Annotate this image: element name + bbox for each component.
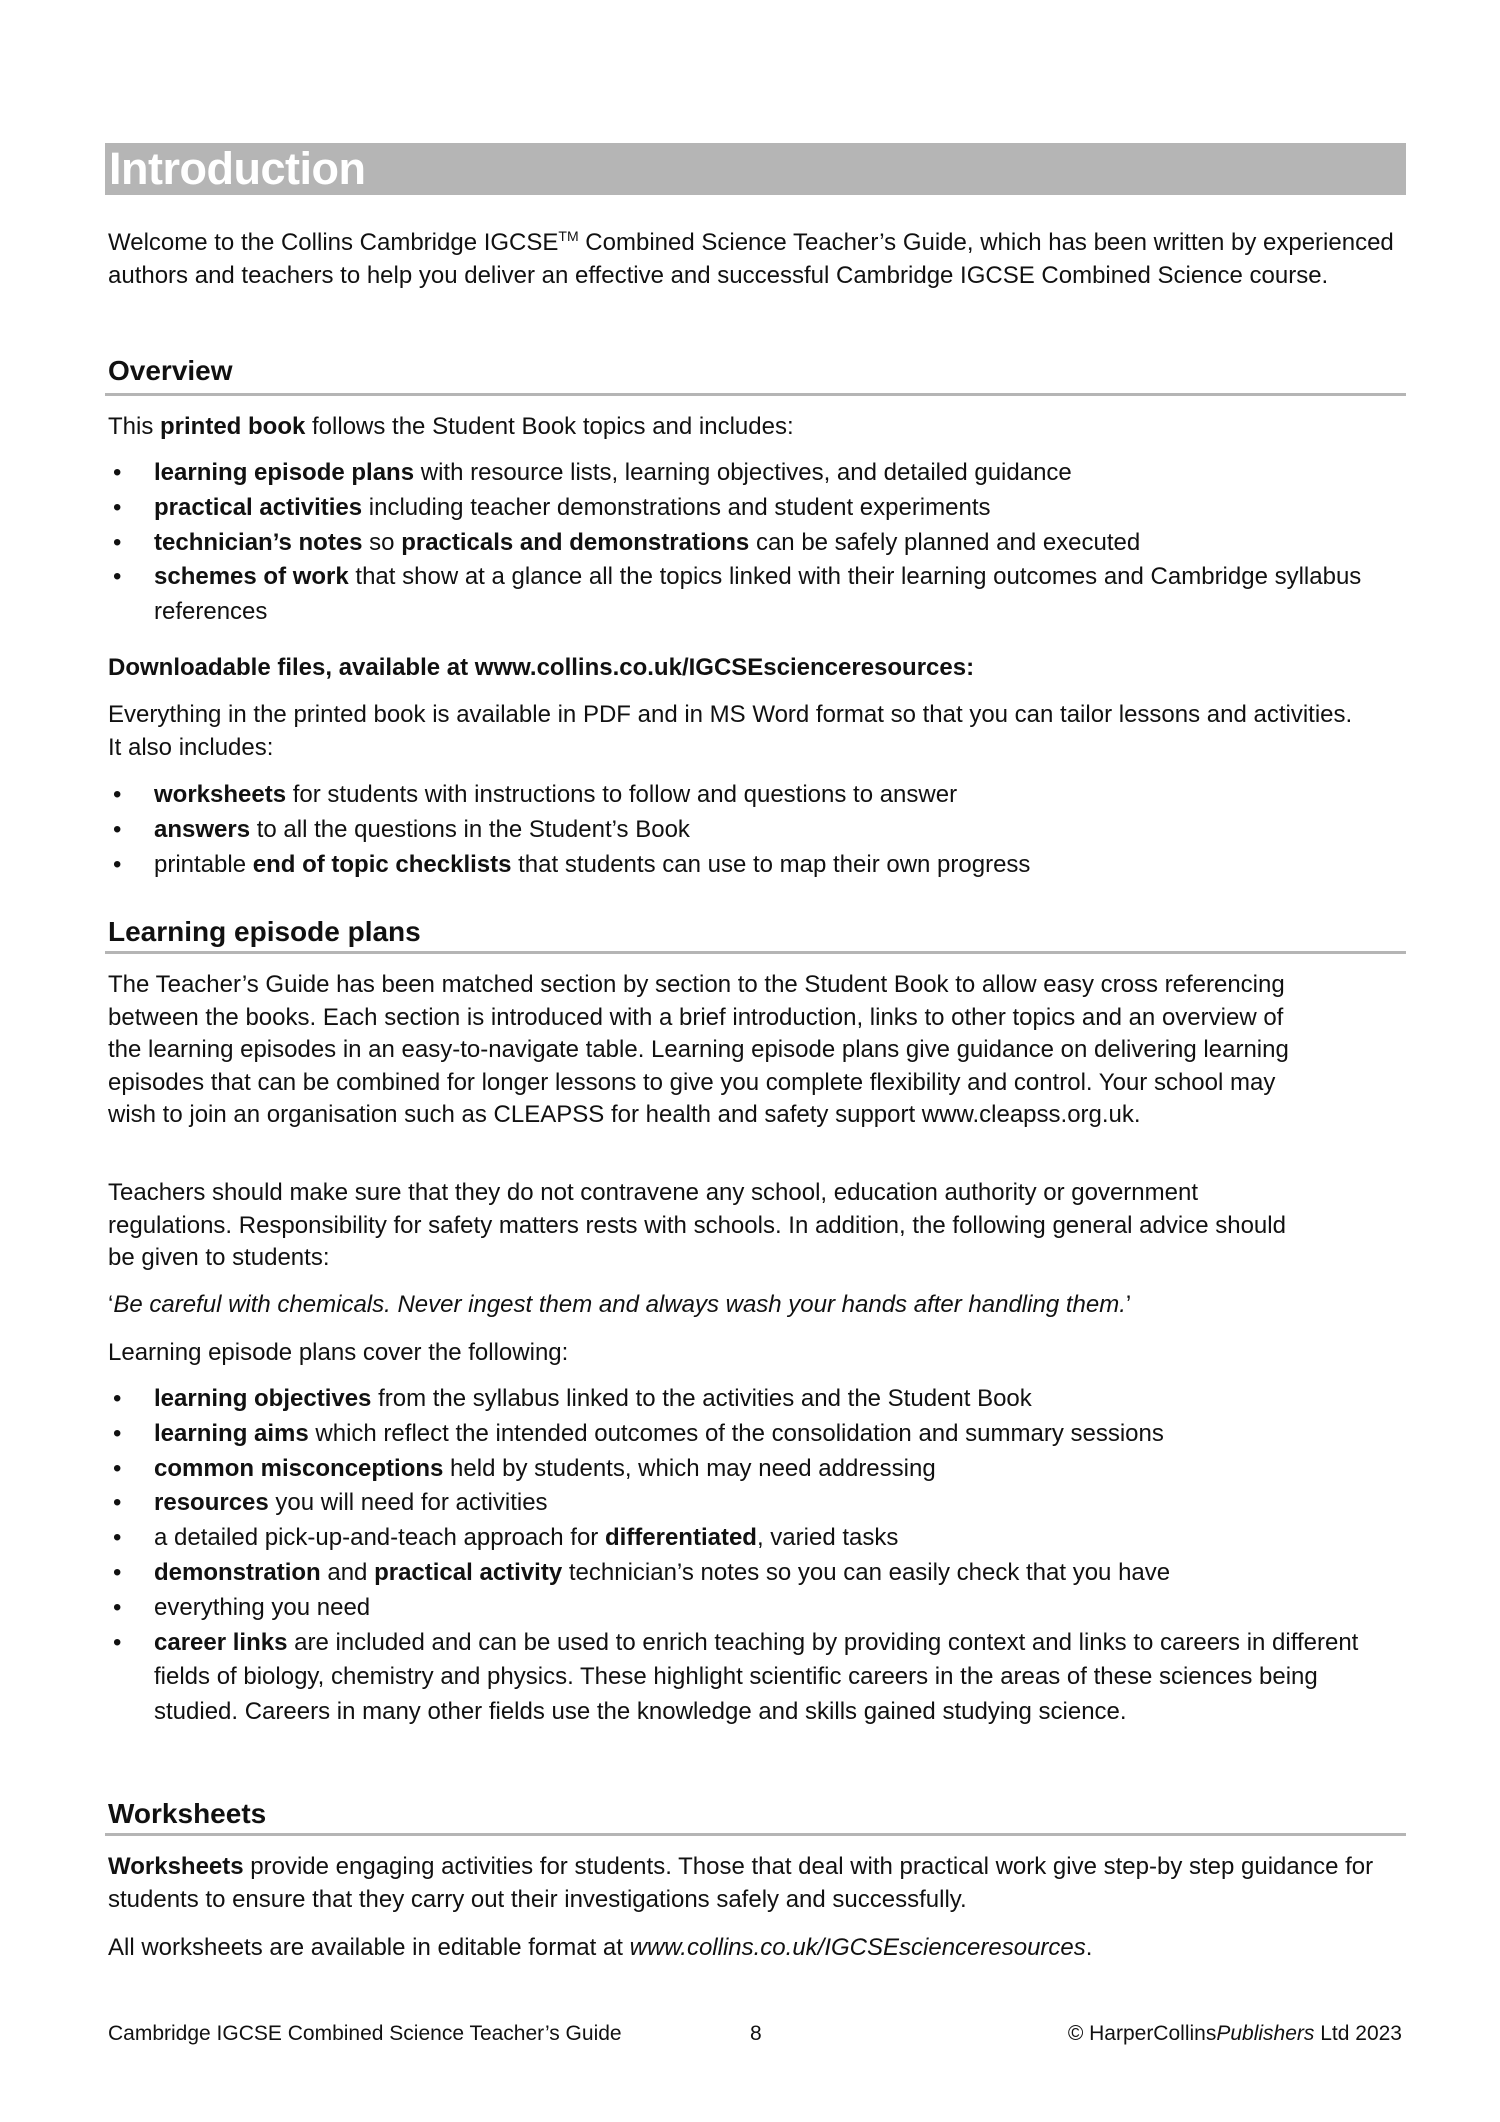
text: ’ xyxy=(1125,1291,1132,1318)
footer-copyright xyxy=(1068,2021,1402,2047)
intro-paragraph xyxy=(108,227,1408,292)
text: technician’s notes so you can easily check that you have xyxy=(562,1558,1171,1586)
list-item xyxy=(108,1626,1384,1730)
bold-text: worksheets xyxy=(154,781,287,808)
text: so xyxy=(362,528,402,556)
lep-heading: Learning episode plans xyxy=(108,916,421,947)
bold-text: common misconceptions xyxy=(154,1454,444,1482)
divider xyxy=(105,951,1406,954)
bold-text: schemes of work xyxy=(154,563,349,591)
text: TM xyxy=(558,228,579,244)
text: that students can use to map their own progress xyxy=(511,850,1031,878)
text: are included and can be used to enrich teaching by providing context and links to careers in different fields of biology, chemistry and physics. These highlight scientific careers in the areas of these sciences being studied. Careers in many other fields use the knowledge and skills gained studying science. xyxy=(154,1628,1359,1726)
bold-text: practical activity xyxy=(374,1558,563,1586)
text: held by students, which may need addressing xyxy=(443,1454,936,1482)
footer-page-number: 8 xyxy=(750,2022,762,2045)
lep-paragraph-1 xyxy=(108,969,1318,1132)
list-item xyxy=(108,526,1384,561)
divider xyxy=(105,1833,1406,1836)
bold-text: practical activities xyxy=(154,493,363,521)
text: with resource lists, learning objectives, and detailed guidance xyxy=(414,459,1072,486)
list-item xyxy=(108,813,1384,848)
text: Ltd 2023 xyxy=(1314,2022,1402,2045)
page-title: Introduction xyxy=(109,143,366,194)
list-item xyxy=(108,1486,1384,1521)
text: All worksheets are available in editable format at xyxy=(108,1934,630,1961)
bold-text: learning objectives xyxy=(154,1385,372,1412)
bold-text: resources xyxy=(154,1489,269,1517)
text: Welcome to the Collins Cambridge IGCSE xyxy=(108,229,559,256)
overview-heading: Overview xyxy=(108,355,233,386)
text: provide engaging activities for students. Those that deal with practical work give step-by step guidance for students to ensure that they carry out their investigations safely and successfully. xyxy=(108,1853,1374,1913)
bold-text: learning aims xyxy=(154,1419,309,1447)
list-item xyxy=(108,491,1384,526)
text: Everything in the printed book is available in PDF and in MS Word format so that you can tailor lessons and activities. It also includes: xyxy=(108,701,1353,761)
text: Combined Science Teacher’s Guide, which has been written by experienced authors and teachers to help you deliver an effective and successful Cambridge IGCSE Combined Science course. xyxy=(108,229,1394,289)
italic-text: Publishers xyxy=(1216,2022,1315,2045)
footer-book-title: Cambridge IGCSE Combined Science Teacher’s Guide xyxy=(108,2022,622,2045)
list-item xyxy=(108,1452,1384,1487)
text: The Teacher’s Guide has been matched section by section to the Student Book to allow easy cross referencing between the books. Each section is introduced with a brief introduction, links to other topics and an overview of the learning episodes in an easy-to-navigate table. Learning episode plans give guidance on delivering learning episodes that can be combined for longer lessons to give you complete flexibility and control. Your school may wish to join an organisation such as CLEAPSS for health and safety support www.cleapss.org.uk. xyxy=(108,971,1289,1128)
list-item xyxy=(108,1521,1384,1556)
overview-lead xyxy=(108,411,1408,444)
list-item xyxy=(108,560,1384,630)
overview-list xyxy=(108,456,1408,630)
text: from the syllabus linked to the activities and the Student Book xyxy=(371,1385,1032,1412)
worksheets-heading: Worksheets xyxy=(108,1798,267,1829)
worksheets-paragraph-2 xyxy=(108,1932,1408,1965)
bold-text: technician’s notes xyxy=(154,528,363,556)
list-item xyxy=(108,778,1384,813)
title-bar xyxy=(105,143,1406,195)
downloadable-paragraph xyxy=(108,699,1368,764)
lep-cover-lead xyxy=(108,1337,1408,1370)
text: follows the Student Book topics and includes: xyxy=(305,413,794,440)
bold-text: printed book xyxy=(160,413,306,440)
downloadable-heading: Downloadable files, available at www.collins.co.uk/IGCSEscienceresources: xyxy=(108,654,975,681)
italic-text: www.collins.co.uk/IGCSEscienceresources xyxy=(629,1934,1086,1961)
text: that show at a glance all the topics linked with their learning outcomes and Cambridge syllabus references xyxy=(154,563,1362,626)
bold-text: career links xyxy=(154,1628,288,1656)
text: for students with instructions to follow and questions to answer xyxy=(286,781,958,808)
list-item xyxy=(108,1382,1384,1417)
italic-text: Be careful with chemicals. Never ingest them and always wash your hands after handling them. xyxy=(113,1291,1126,1318)
text: . xyxy=(1085,1934,1093,1961)
bold-text: learning episode plans xyxy=(154,459,415,486)
list-item xyxy=(108,456,1384,491)
text: including teacher demonstrations and student experiments xyxy=(362,493,991,521)
text: © HarperCollins xyxy=(1067,2022,1217,2045)
text: Learning episode plans cover the following: xyxy=(108,1339,569,1366)
text: , varied tasks xyxy=(756,1524,899,1552)
safety-quote xyxy=(108,1289,1408,1322)
bold-text: answers xyxy=(154,815,251,843)
worksheets-paragraph-1 xyxy=(108,1851,1408,1916)
divider xyxy=(105,393,1406,396)
downloadable-list xyxy=(108,778,1408,882)
lep-list xyxy=(108,1382,1408,1730)
text: to all the questions in the Student’s Book xyxy=(250,815,690,843)
text: This xyxy=(108,413,161,440)
bold-text: practicals and demonstrations xyxy=(401,528,750,556)
text: everything you need xyxy=(154,1593,371,1621)
lep-paragraph-2 xyxy=(108,1177,1308,1275)
text: can be safely planned and executed xyxy=(749,528,1141,556)
text: you will need for activities xyxy=(268,1489,548,1517)
text: ‘ xyxy=(108,1291,114,1318)
bold-text: demonstration xyxy=(154,1558,321,1586)
list-item xyxy=(108,848,1384,883)
list-item xyxy=(108,1417,1384,1452)
bold-text: Worksheets xyxy=(108,1853,244,1880)
text: which reflect the intended outcomes of the consolidation and summary sessions xyxy=(308,1419,1164,1447)
text: a detailed pick-up-and-teach approach for xyxy=(154,1524,605,1552)
bold-text: differentiated xyxy=(604,1524,757,1552)
bold-text: end of topic checklists xyxy=(252,850,512,878)
list-item xyxy=(108,1591,1384,1626)
text: Teachers should make sure that they do not contravene any school, education authority or government regulations. Responsibility for safety matters rests with schools. In addition, the following general advice should be given to students: xyxy=(108,1179,1286,1271)
text: printable xyxy=(154,850,253,878)
text: and xyxy=(320,1558,375,1586)
list-item xyxy=(108,1556,1384,1591)
